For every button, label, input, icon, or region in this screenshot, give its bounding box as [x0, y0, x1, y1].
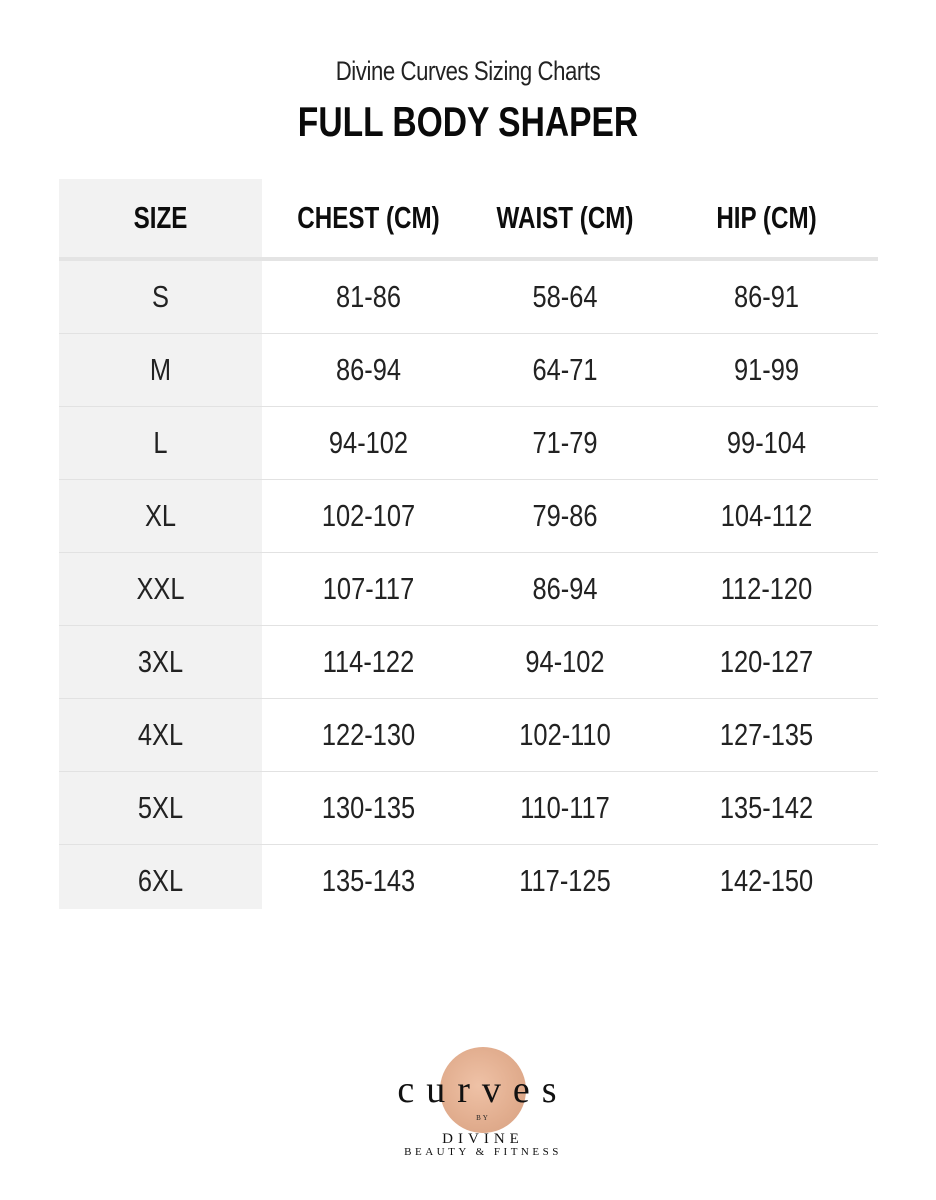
- size-cell: XXL: [136, 571, 185, 606]
- table-row: [59, 553, 878, 626]
- chest-cell: 86-94: [335, 352, 402, 387]
- logo-wordmark: curves: [397, 1069, 569, 1111]
- table-row: [59, 699, 878, 772]
- brand-logo: [368, 1040, 598, 1170]
- size-cell: 3XL: [137, 644, 184, 679]
- waist-cell: 94-102: [525, 644, 605, 679]
- chest-cell: 107-117: [322, 571, 415, 606]
- hip-cell: 112-120: [720, 571, 813, 606]
- chart-subtitle: Divine Curves Sizing Charts: [335, 56, 601, 86]
- size-cell: 4XL: [137, 717, 184, 752]
- waist-cell: 58-64: [532, 279, 598, 314]
- chest-cell: 122-130: [321, 717, 416, 752]
- waist-cell: 86-94: [532, 571, 598, 606]
- hip-cell: 135-142: [719, 790, 814, 825]
- waist-cell: 110-117: [520, 790, 610, 825]
- hip-cell: 142-150: [719, 863, 814, 898]
- column-header-size: SIZE: [133, 200, 188, 235]
- chest-cell: 102-107: [321, 498, 416, 533]
- column-header-hip: HIP (CM): [716, 200, 817, 235]
- size-cell: S: [152, 279, 169, 314]
- sizing-table: [59, 179, 878, 917]
- chest-cell: 94-102: [328, 425, 409, 460]
- hip-cell: 104-112: [720, 498, 813, 533]
- waist-cell: 64-71: [532, 352, 598, 387]
- hip-cell: 120-127: [719, 644, 814, 679]
- table-row: [59, 480, 878, 553]
- hip-cell: 99-104: [726, 425, 807, 460]
- chest-cell: 130-135: [321, 790, 416, 825]
- hip-cell: 127-135: [719, 717, 814, 752]
- hip-cell: 86-91: [733, 279, 800, 314]
- size-cell: 5XL: [137, 790, 184, 825]
- table-row: [59, 845, 878, 917]
- column-header-chest: CHEST (CM): [297, 200, 440, 235]
- chest-cell: 81-86: [335, 279, 402, 314]
- logo-tagline: BEAUTY & FITNESS: [404, 1146, 562, 1158]
- column-header-waist: WAIST (CM): [496, 200, 634, 235]
- table-row: [59, 334, 878, 407]
- waist-cell: 71-79: [532, 425, 598, 460]
- page-title: FULL BODY SHAPER: [297, 98, 639, 145]
- table-row: [59, 626, 878, 699]
- chest-cell: 135-143: [321, 863, 416, 898]
- logo-by-text: BY: [476, 1114, 490, 1122]
- chest-cell: 114-122: [322, 644, 415, 679]
- table-row: [59, 261, 878, 334]
- table-header-row: [59, 179, 878, 261]
- size-cell: M: [149, 352, 172, 387]
- logo-brand-name: DIVINE: [442, 1131, 524, 1147]
- waist-cell: 117-125: [519, 863, 611, 898]
- size-cell: XL: [144, 498, 177, 533]
- table-row: [59, 407, 878, 480]
- size-cell: 6XL: [137, 863, 184, 898]
- hip-cell: 91-99: [733, 352, 800, 387]
- waist-cell: 102-110: [519, 717, 611, 752]
- table-row: [59, 772, 878, 845]
- waist-cell: 79-86: [532, 498, 598, 533]
- size-cell: L: [153, 425, 168, 460]
